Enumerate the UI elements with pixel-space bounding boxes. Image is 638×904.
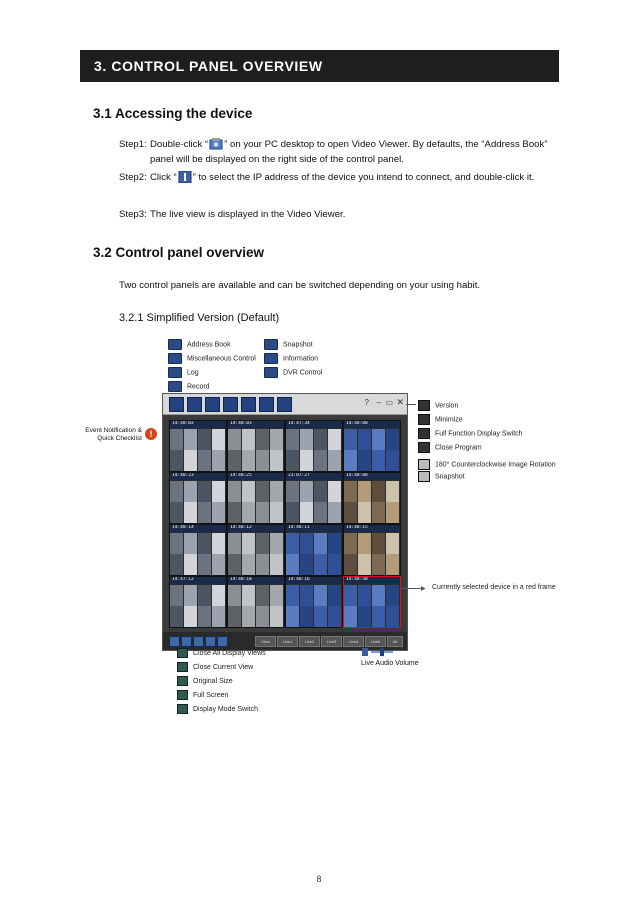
camera-thumbnail <box>386 585 399 606</box>
camera-thumbnail <box>328 585 341 606</box>
camera-thumbnail <box>270 606 283 627</box>
camera-thumbnail <box>314 502 327 523</box>
camera-header <box>344 577 400 584</box>
camera-timestamp: 14:48:15 <box>346 525 368 530</box>
camera-thumbnail <box>328 450 341 471</box>
camera-view[interactable] <box>169 420 227 472</box>
camera-thumbnail <box>386 429 399 450</box>
camera-view[interactable] <box>169 524 227 576</box>
camera-thumbnail <box>270 585 283 606</box>
camera-thumbnail <box>372 502 385 523</box>
video-viewer-icon <box>209 138 223 150</box>
speaker-icon <box>362 648 368 656</box>
event-alert-icon: ! <box>145 428 157 440</box>
label-version: Version <box>418 400 458 410</box>
camera-header <box>170 421 226 428</box>
address-book-icon <box>168 339 182 350</box>
section-banner: 3. CONTROL PANEL OVERVIEW <box>80 50 559 82</box>
camera-thumbnail <box>198 554 211 575</box>
misc-control-button[interactable] <box>187 397 202 412</box>
bottom-tab[interactable]: Live1 <box>277 636 298 647</box>
full-function-switch-icon <box>418 428 430 439</box>
camera-thumbnail <box>228 533 241 554</box>
camera-thumbnail <box>344 502 357 523</box>
page-number: 8 <box>316 874 322 884</box>
camera-thumbnail <box>242 502 255 523</box>
address-book-icon <box>178 171 192 183</box>
camera-thumbnail <box>328 481 341 502</box>
camera-thumbnail <box>300 585 313 606</box>
camera-timestamp: 14:48:03 <box>230 421 252 426</box>
camera-thumbnail <box>314 554 327 575</box>
camera-thumbnail <box>386 606 399 627</box>
camera-timestamp: 14:48:16 <box>288 577 310 582</box>
camera-timestamp: 14:48:50 <box>346 577 368 582</box>
camera-thumbnail <box>242 554 255 575</box>
bottom-tab[interactable]: Live2 <box>299 636 320 647</box>
legend-dvr-control: DVR Control <box>264 367 322 377</box>
camera-thumbnail <box>198 429 211 450</box>
camera-thumbnail <box>256 450 269 471</box>
camera-thumbnail <box>212 450 225 471</box>
camera-thumbnail <box>300 554 313 575</box>
bottom-tab[interactable]: Live5 <box>365 636 386 647</box>
camera-thumbnail <box>228 429 241 450</box>
camera-thumbnail <box>170 585 183 606</box>
camera-thumbnail <box>314 533 327 554</box>
camera-thumbnail <box>270 533 283 554</box>
bottom-tab[interactable]: Live4 <box>343 636 364 647</box>
camera-header <box>228 577 284 584</box>
camera-thumbnail <box>256 502 269 523</box>
bottom-tab[interactable]: View <box>255 636 276 647</box>
camera-thumbnail <box>286 554 299 575</box>
display-mode-icon <box>177 704 188 714</box>
camera-thumbnail <box>358 554 371 575</box>
camera-thumbnail <box>344 429 357 450</box>
legend-snapshot: Snapshot <box>264 339 313 349</box>
log-button[interactable] <box>205 397 220 412</box>
live-view-grid <box>169 420 401 628</box>
camera-timestamp: 23:07:27 <box>288 473 310 478</box>
legend-misc-control: Miscellaneous Control <box>168 353 256 363</box>
camera-thumbnail <box>270 450 283 471</box>
camera-thumbnail <box>286 585 299 606</box>
label-display-mode: Display Mode Switch <box>177 704 258 714</box>
camera-thumbnail <box>256 606 269 627</box>
camera-header <box>228 525 284 532</box>
camera-thumbnail <box>170 502 183 523</box>
camera-thumbnail <box>212 554 225 575</box>
legend-record: Record <box>168 381 210 391</box>
camera-header <box>286 421 342 428</box>
original-size-button[interactable] <box>193 636 204 647</box>
camera-thumbnail <box>270 554 283 575</box>
camera-thumbnail <box>228 481 241 502</box>
camera-thumbnail <box>212 481 225 502</box>
step-2: Step2: Click “ ” to select the IP address of the device you intend to connect, and double-click it. <box>119 172 535 183</box>
camera-header <box>170 473 226 480</box>
camera-view[interactable] <box>227 524 285 576</box>
camera-thumbnail <box>372 533 385 554</box>
camera-thumbnail <box>300 450 313 471</box>
camera-view[interactable] <box>343 576 401 628</box>
camera-thumbnail <box>358 502 371 523</box>
camera-thumbnail <box>170 450 183 471</box>
camera-timestamp: 14:48:10 <box>230 577 252 582</box>
information-icon <box>264 353 278 364</box>
selected-callout-line <box>400 588 422 589</box>
camera-thumbnail <box>170 554 183 575</box>
camera-thumbnail <box>358 450 371 471</box>
step-3: Step3: The live view is displayed in the Video Viewer. <box>119 209 346 220</box>
camera-thumbnail <box>170 533 183 554</box>
information-button[interactable] <box>259 397 274 412</box>
bottom-tab[interactable]: Alt <box>387 636 403 647</box>
camera-thumbnail <box>184 585 197 606</box>
camera-thumbnail <box>256 533 269 554</box>
camera-thumbnail <box>270 502 283 523</box>
version-icon[interactable]: ? <box>364 398 369 407</box>
camera-thumbnail <box>198 481 211 502</box>
camera-header <box>228 421 284 428</box>
label-rotation: 180° Counterclockwise Image Rotation <box>418 459 556 469</box>
camera-view[interactable] <box>343 420 401 472</box>
camera-thumbnail <box>386 533 399 554</box>
camera-timestamp: 14:48:08 <box>346 473 368 478</box>
volume-thumb[interactable] <box>380 648 384 656</box>
camera-thumbnail <box>184 429 197 450</box>
camera-thumbnail <box>198 606 211 627</box>
camera-header <box>170 577 226 584</box>
camera-thumbnail <box>300 606 313 627</box>
minimize-icon <box>418 414 430 425</box>
camera-thumbnail <box>386 481 399 502</box>
close-current-icon <box>177 662 188 672</box>
camera-timestamp: 14:48:00 <box>346 421 368 426</box>
viewer-toolbar <box>163 394 407 415</box>
camera-thumbnail <box>256 429 269 450</box>
camera-view[interactable] <box>343 524 401 576</box>
camera-thumbnail <box>344 554 357 575</box>
camera-thumbnail <box>300 533 313 554</box>
snapshot-button[interactable] <box>241 397 256 412</box>
camera-thumbnail <box>212 429 225 450</box>
camera-thumbnail <box>228 502 241 523</box>
close-program-icon[interactable]: ✕ <box>396 397 404 407</box>
camera-thumbnail <box>372 481 385 502</box>
camera-view[interactable] <box>227 420 285 472</box>
dvr-control-button[interactable] <box>277 397 292 412</box>
address-book-button[interactable] <box>169 397 184 412</box>
label-close-program: Close Program <box>418 442 482 452</box>
label-close-current: Close Current View <box>177 662 253 672</box>
full-function-switch-icon[interactable]: ▭ <box>385 398 393 407</box>
camera-thumbnail <box>242 429 255 450</box>
arrow-right-icon: ▶ <box>421 586 426 592</box>
camera-header <box>286 577 342 584</box>
camera-thumbnail <box>256 554 269 575</box>
video-viewer-window <box>162 393 408 651</box>
volume-slider[interactable] <box>362 649 394 655</box>
camera-thumbnail <box>184 502 197 523</box>
snapshot-icon <box>264 339 278 350</box>
camera-thumbnail <box>242 585 255 606</box>
camera-thumbnail <box>328 429 341 450</box>
camera-view[interactable] <box>169 576 227 628</box>
dvr-control-icon <box>264 367 278 378</box>
camera-thumbnail <box>184 606 197 627</box>
full-screen-button[interactable] <box>205 636 216 647</box>
label-original-size: Original Size <box>177 676 233 686</box>
display-mode-switch-button[interactable] <box>217 636 228 647</box>
camera-thumbnail <box>344 606 357 627</box>
camera-timestamp: 14:48:14 <box>172 525 194 530</box>
camera-thumbnail <box>286 606 299 627</box>
camera-thumbnail <box>372 606 385 627</box>
camera-header <box>286 473 342 480</box>
camera-header <box>170 525 226 532</box>
bottom-tab[interactable]: Live3 <box>321 636 342 647</box>
camera-thumbnail <box>270 429 283 450</box>
camera-thumbnail <box>358 533 371 554</box>
camera-thumbnail <box>314 606 327 627</box>
camera-view[interactable] <box>227 472 285 524</box>
camera-thumbnail <box>328 502 341 523</box>
camera-thumbnail <box>270 481 283 502</box>
camera-thumbnail <box>198 502 211 523</box>
camera-thumbnail <box>386 554 399 575</box>
camera-thumbnail <box>198 533 211 554</box>
camera-timestamp: 14:47:12 <box>172 577 194 582</box>
full-screen-icon <box>177 690 188 700</box>
camera-thumbnail <box>286 429 299 450</box>
camera-view[interactable] <box>285 472 343 524</box>
label-volume: Live Audio Volume <box>361 660 419 667</box>
section-3-2-title: 3.2 Control panel overview <box>93 245 265 260</box>
label-selected-device: Currently selected device in a red frame <box>432 584 556 591</box>
camera-thumbnail <box>314 585 327 606</box>
camera-timestamp: 14:48:25 <box>230 473 252 478</box>
original-size-icon <box>177 676 188 686</box>
legend-address-book: Address Book <box>168 339 231 349</box>
camera-timestamp: 14:48:23 <box>172 473 194 478</box>
close-all-views-button[interactable] <box>169 636 180 647</box>
camera-thumbnail <box>212 533 225 554</box>
misc-control-icon <box>168 353 182 364</box>
camera-timestamp: 14:47:34 <box>288 421 310 426</box>
camera-thumbnail <box>386 502 399 523</box>
camera-thumbnail <box>300 481 313 502</box>
camera-thumbnail <box>358 585 371 606</box>
camera-thumbnail <box>242 481 255 502</box>
snapshot-icon <box>418 471 430 482</box>
label-full-screen: Full Screen <box>177 690 228 700</box>
camera-thumbnail <box>386 450 399 471</box>
label-snapshot: Snapshot <box>418 471 465 481</box>
camera-header <box>344 525 400 532</box>
camera-thumbnail <box>358 606 371 627</box>
camera-thumbnail <box>344 585 357 606</box>
event-notification-callout: Event Notification & Quick Checklist <box>85 427 142 442</box>
camera-view[interactable] <box>169 472 227 524</box>
camera-thumbnail <box>184 533 197 554</box>
camera-view[interactable] <box>285 524 343 576</box>
camera-thumbnail <box>184 450 197 471</box>
legend-log: Log <box>168 367 199 377</box>
camera-thumbnail <box>286 481 299 502</box>
label-close-all: Close All Display Views <box>177 648 266 658</box>
camera-thumbnail <box>198 585 211 606</box>
camera-thumbnail <box>228 450 241 471</box>
camera-thumbnail <box>170 481 183 502</box>
camera-thumbnail <box>170 606 183 627</box>
camera-thumbnail <box>228 606 241 627</box>
camera-thumbnail <box>314 429 327 450</box>
close-all-icon <box>177 648 188 658</box>
camera-thumbnail <box>344 450 357 471</box>
subsection-title: 3.2.1 Simplified Version (Default) <box>119 312 280 324</box>
camera-thumbnail <box>314 450 327 471</box>
version-icon <box>418 400 430 411</box>
camera-thumbnail <box>328 554 341 575</box>
close-program-icon <box>418 442 430 453</box>
camera-thumbnail <box>300 429 313 450</box>
camera-thumbnail <box>314 481 327 502</box>
legend-information: Information <box>264 353 318 363</box>
camera-thumbnail <box>372 429 385 450</box>
camera-header <box>344 473 400 480</box>
camera-thumbnail <box>212 606 225 627</box>
camera-thumbnail <box>242 450 255 471</box>
camera-thumbnail <box>344 533 357 554</box>
close-current-view-button[interactable] <box>181 636 192 647</box>
step-1: Step1: Double-click “ ” on your PC desktop to open Video Viewer. By defaults, the “Address Book” panel will be displayed on the right side of the control panel. <box>119 139 548 165</box>
camera-thumbnail <box>372 450 385 471</box>
camera-thumbnail <box>372 585 385 606</box>
camera-thumbnail <box>372 554 385 575</box>
camera-thumbnail <box>328 533 341 554</box>
camera-timestamp: 14:48:03 <box>172 421 194 426</box>
camera-thumbnail <box>286 502 299 523</box>
camera-view[interactable] <box>227 576 285 628</box>
camera-thumbnail <box>358 481 371 502</box>
camera-thumbnail <box>358 429 371 450</box>
camera-view[interactable] <box>343 472 401 524</box>
camera-header <box>286 525 342 532</box>
record-button[interactable] <box>223 397 238 412</box>
record-icon <box>168 381 182 392</box>
camera-thumbnail <box>344 481 357 502</box>
camera-view[interactable] <box>285 420 343 472</box>
camera-thumbnail <box>228 554 241 575</box>
log-icon <box>168 367 182 378</box>
camera-thumbnail <box>212 502 225 523</box>
camera-thumbnail <box>212 585 225 606</box>
callout-line <box>406 404 416 405</box>
camera-view[interactable] <box>285 576 343 628</box>
camera-timestamp: 14:48:12 <box>230 525 252 530</box>
rotation-icon <box>418 459 430 470</box>
label-full-function: Full Function Display Switch <box>418 428 523 438</box>
camera-timestamp: 14:48:11 <box>288 525 310 530</box>
camera-thumbnail <box>184 554 197 575</box>
camera-thumbnail <box>170 429 183 450</box>
camera-thumbnail <box>256 481 269 502</box>
minimize-icon[interactable]: – <box>376 398 381 407</box>
camera-thumbnail <box>286 533 299 554</box>
camera-header <box>228 473 284 480</box>
label-minimize: Minimize <box>418 414 463 424</box>
section-3-1-title: 3.1 Accessing the device <box>93 106 253 121</box>
camera-thumbnail <box>198 450 211 471</box>
camera-thumbnail <box>286 450 299 471</box>
camera-thumbnail <box>328 606 341 627</box>
camera-header <box>344 421 400 428</box>
camera-thumbnail <box>300 502 313 523</box>
camera-thumbnail <box>228 585 241 606</box>
intro-text: Two control panels are available and can be switched depending on your using habit. <box>119 280 481 291</box>
camera-thumbnail <box>256 585 269 606</box>
camera-thumbnail <box>242 606 255 627</box>
camera-thumbnail <box>184 481 197 502</box>
camera-thumbnail <box>242 533 255 554</box>
